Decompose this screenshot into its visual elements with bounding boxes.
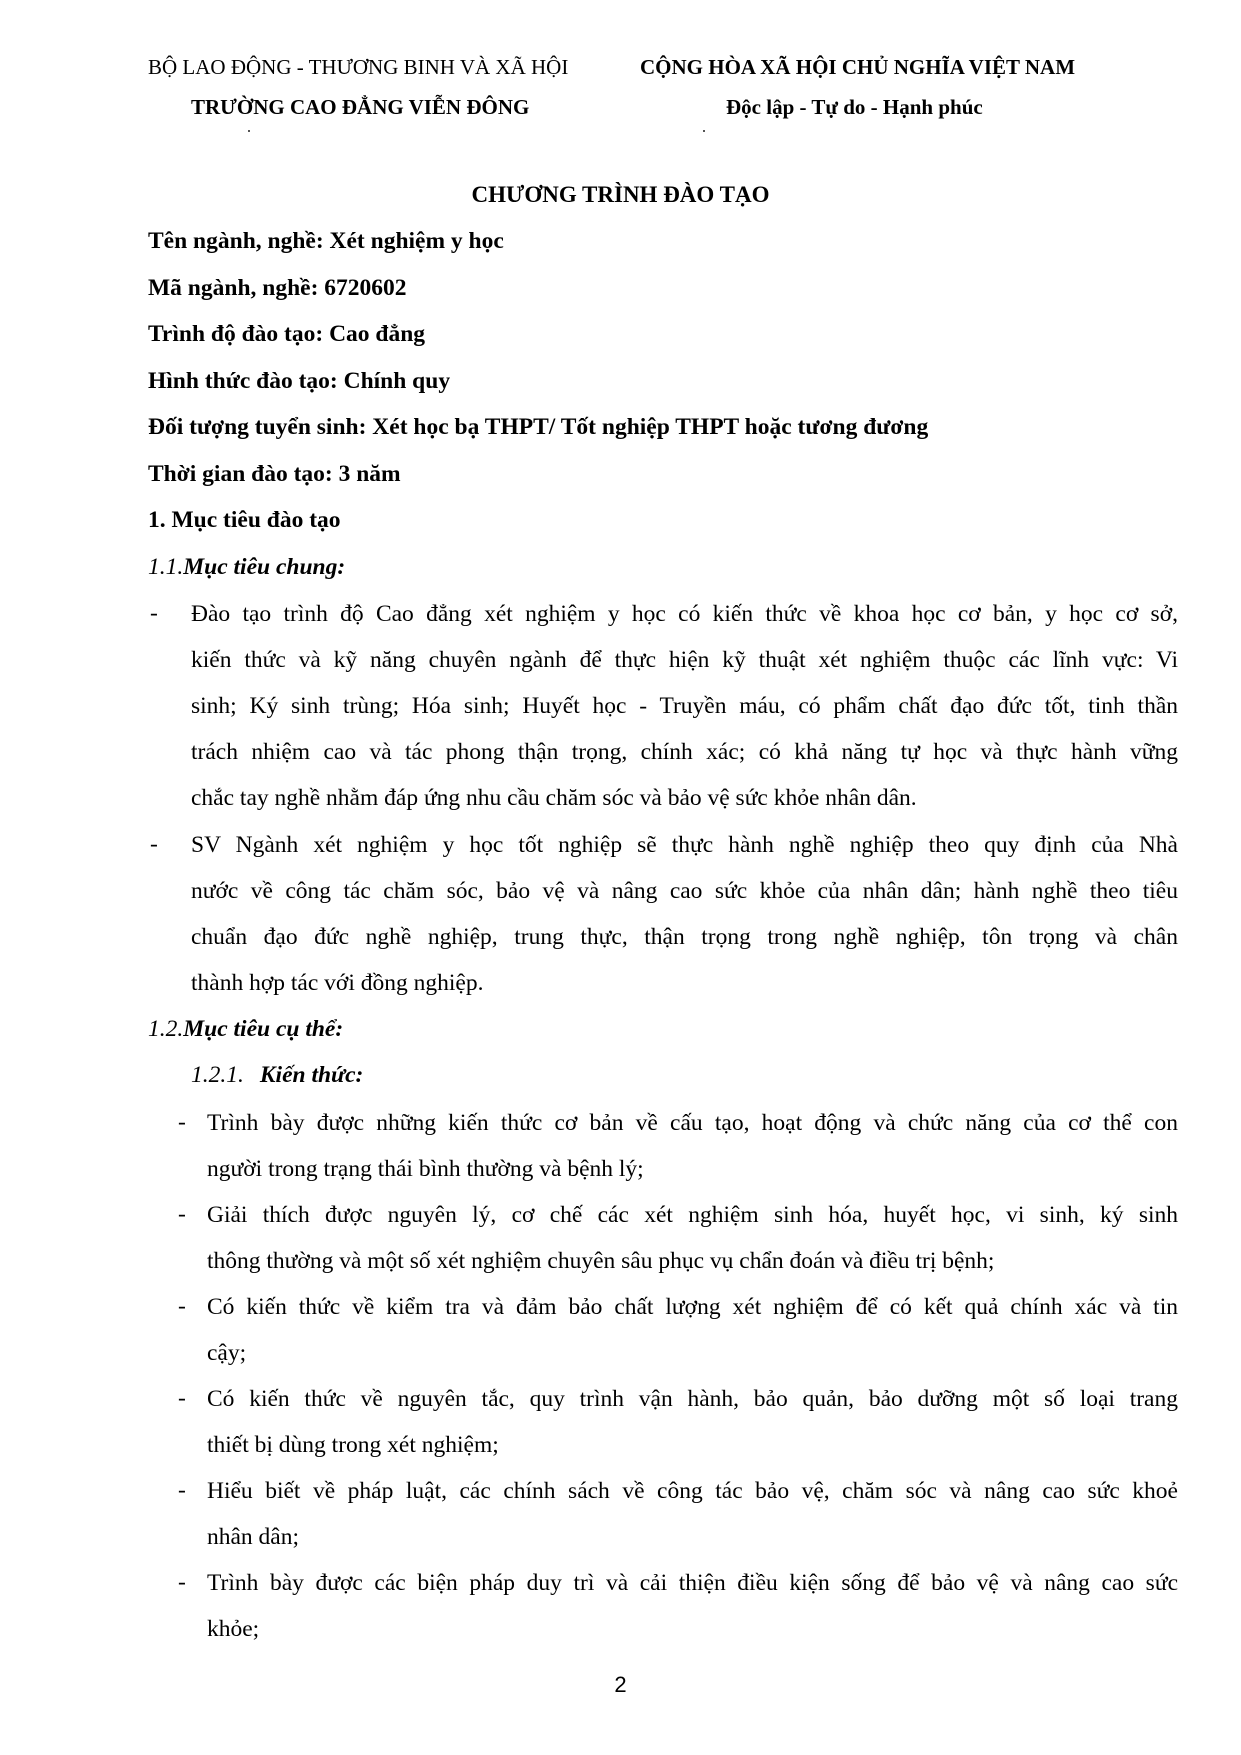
subsection-label: Kiến thức: [259,1062,364,1088]
paragraph [207,1192,1178,1284]
paragraph [191,822,1178,1006]
paragraph [207,1284,1178,1376]
text-line: chắc tay nghề nhằm đáp ứng nhu cầu chăm sóc và bảo vệ sức khỏe nhân dân. [191,785,917,811]
school-name: TRƯỜNG CAO ĐẲNG VIỄN ĐÔNG [191,95,530,119]
paragraph [207,1376,1178,1468]
text-line: cậy; [207,1340,247,1366]
paragraph [207,1468,1178,1560]
bullet-dash: - [178,1385,186,1411]
text-line: chuẩn đạo đức nghề nghiệp, trung thực, thận trọng trong nghề nghiệp, tôn trọng và chân [191,924,1178,950]
subsection-number: 1.2.1. [191,1062,244,1088]
subsection-heading-1-1 [148,554,345,581]
text-line: thông thường và một số xét nghiệm chuyên sâu phục vụ chẩn đoán và điều trị bệnh; [207,1248,995,1274]
text-line: Có kiến thức về kiểm tra và đảm bảo chất lượng xét nghiệm để có kết quả chính xác và tin [207,1294,1178,1320]
field-duration: Thời gian đào tạo: 3 năm [148,461,401,487]
bullet-dash: - [150,831,158,857]
field-enrollment: Đối tượng tuyển sinh: Xét học bạ THPT/ Tốt nghiệp THPT hoặc tương đương [148,414,929,440]
field-program-code: Mã ngành, nghề: 6720602 [148,275,407,301]
document-title: CHƯƠNG TRÌNH ĐÀO TẠO [471,182,770,207]
paragraph [207,1560,1178,1652]
text-line: Đào tạo trình độ Cao đẳng xét nghiệm y học có kiến thức về khoa học cơ bản, y học cơ sở, [191,601,1178,627]
paragraph [207,1100,1178,1192]
text-line: Giải thích được nguyên lý, cơ chế các xét nghiệm sinh hóa, huyết học, vi sinh, ký sinh [207,1202,1178,1228]
header-underline-mark [703,130,705,132]
bullet-dash: - [178,1569,186,1595]
text-line: nhân dân; [207,1524,300,1550]
subsection-label: Mục tiêu chung: [183,554,346,580]
field-training-mode: Hình thức đào tạo: Chính quy [148,368,451,394]
text-line: người trong trạng thái bình thường và bệnh lý; [207,1156,644,1182]
bullet-dash: - [178,1293,186,1319]
ministry-name: BỘ LAO ĐỘNG - THƯƠNG BINH VÀ XÃ HỘI [148,55,569,79]
text-line: thành hợp tác với đồng nghiệp. [191,970,484,996]
national-motto: Độc lập - Tự do - Hạnh phúc [726,95,983,119]
text-line: khỏe; [207,1616,260,1642]
header-underline-mark [248,130,250,132]
subsection-heading-1-2-1 [191,1062,363,1089]
text-line: Hiểu biết về pháp luật, các chính sách về công tác bảo vệ, chăm sóc và nâng cao sức khoẻ [207,1478,1178,1504]
bullet-dash: - [178,1477,186,1503]
subsection-heading-1-2 [148,1016,343,1043]
text-line: thiết bị dùng trong xét nghiệm; [207,1432,499,1458]
text-line: trách nhiệm cao và tác phong thận trọng, chính xác; có khả năng tự học và thực hành vững [191,739,1178,765]
field-program-name: Tên ngành, nghề: Xét nghiệm y học [148,228,504,254]
text-line: kiến thức và kỹ năng chuyên ngành để thực hiện kỹ thuật xét nghiệm thuộc các lĩnh vực: Vi [191,647,1178,673]
subsection-number: 1.1. [148,554,184,580]
text-line: Có kiến thức về nguyên tắc, quy trình vận hành, bảo quản, bảo dưỡng một số loại trang [207,1386,1178,1412]
subsection-number: 1.2. [148,1016,184,1042]
bullet-dash: - [150,600,158,626]
bullet-dash: - [178,1109,186,1135]
page-number: 2 [614,1672,627,1697]
field-training-level: Trình độ đào tạo: Cao đẳng [148,321,426,347]
section-heading: 1. Mục tiêu đào tạo [148,507,341,533]
text-line: SV Ngành xét nghiệm y học tốt nghiệp sẽ thực hành nghề nghiệp theo quy định của Nhà [191,832,1178,858]
subsection-label: Mục tiêu cụ thể: [183,1016,344,1042]
text-line: Trình bày được những kiến thức cơ bản về cấu tạo, hoạt động và chức năng của cơ thể con [207,1110,1178,1136]
national-title: CỘNG HÒA XÃ HỘI CHỦ NGHĨA VIỆT NAM [640,55,1076,79]
text-line: nước về công tác chăm sóc, bảo vệ và nâng cao sức khỏe của nhân dân; hành nghề theo tiêu [191,878,1178,904]
text-line: sinh; Ký sinh trùng; Hóa sinh; Huyết học - Truyền máu, có phẩm chất đạo đức tốt, tinh thần [191,693,1178,719]
bullet-dash: - [178,1201,186,1227]
text-line: Trình bày được các biện pháp duy trì và cải thiện điều kiện sống để bảo vệ và nâng cao sức [207,1570,1178,1596]
paragraph [191,591,1178,821]
